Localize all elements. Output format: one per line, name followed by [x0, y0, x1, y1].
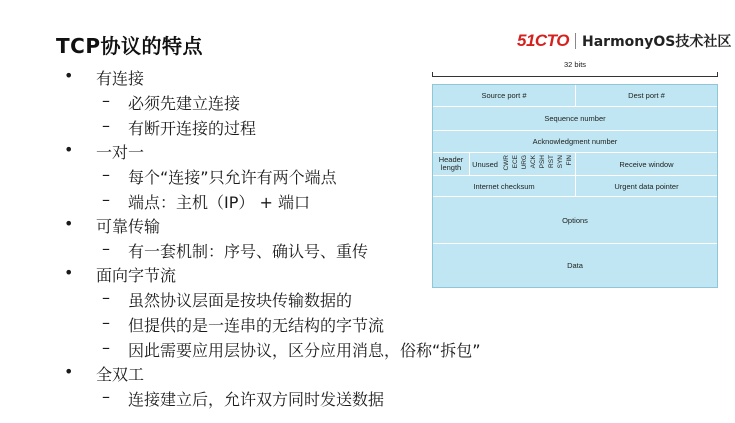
- receive-window-field: Receive window: [619, 159, 674, 169]
- sub-bullet-text: 每个“连接”只允许有两个端点: [128, 168, 337, 187]
- dest-port-field: Dest port #: [628, 91, 665, 100]
- bullet-marker: •: [64, 362, 74, 381]
- sequence-number-field: Sequence number: [544, 114, 606, 123]
- flag-fin: FIN: [566, 155, 573, 166]
- flag-syn: SYN: [557, 155, 564, 169]
- flag-urg: URG: [521, 155, 528, 170]
- sub-bullet-text: 必须先建立连接: [128, 94, 241, 113]
- options-field: Options: [562, 215, 588, 225]
- sub-bullet-text: 因此需要应用层协议，区分应用消息，俗称“拆包”: [128, 341, 481, 360]
- brand-header: [517, 31, 731, 51]
- bullet-text: 可靠传输: [96, 217, 161, 236]
- bullet-marker: •: [64, 66, 74, 85]
- sub-bullet-marker: –: [102, 288, 110, 307]
- bullet-text: 全双工: [96, 365, 145, 384]
- header-length-field: Header length: [438, 155, 464, 172]
- bit-width-line: [432, 76, 718, 77]
- sub-bullet-text: 端点：主机（IP） + 端口: [128, 193, 310, 212]
- brand-text: HarmonyOS技术社区: [582, 34, 732, 50]
- tcp-header-diagram: [432, 84, 718, 288]
- brand-logo: 51CTO: [517, 31, 569, 50]
- flag-psh: PSH: [539, 155, 546, 169]
- sub-bullet-text: 有一套机制：序号、确认号、重传: [128, 242, 369, 261]
- checksum-field: Internet checksum: [473, 181, 535, 191]
- sub-bullet-marker: –: [102, 239, 110, 258]
- brand-divider: [575, 33, 576, 49]
- flag-ack: ACK: [530, 155, 537, 169]
- sub-bullet-marker: –: [102, 313, 110, 332]
- bullet-marker: •: [64, 140, 74, 159]
- sub-bullet-marker: –: [102, 190, 110, 209]
- bit-width-label: 32 bits: [563, 60, 587, 69]
- unused-field: Unused: [472, 159, 498, 169]
- flag-ece: ECE: [512, 155, 519, 169]
- source-port-field: Source port #: [481, 91, 527, 100]
- sub-bullet-marker: –: [102, 338, 110, 357]
- bullet-text: 有连接: [96, 69, 145, 88]
- sub-bullet-marker: –: [102, 165, 110, 184]
- flag-cwr: CWR: [503, 155, 510, 171]
- sub-bullet-text: 虽然协议层面是按块传输数据的: [128, 291, 353, 310]
- flag-rst: RST: [548, 155, 555, 168]
- bit-width-tick-left: [432, 72, 433, 77]
- bit-width-tick-right: [717, 72, 718, 77]
- urgent-pointer-field: Urgent data pointer: [614, 181, 679, 191]
- slide-title: TCP协议的特点: [56, 34, 203, 58]
- bullet-marker: •: [64, 263, 74, 282]
- bullet-text: 一对一: [96, 143, 145, 162]
- sub-bullet-marker: –: [102, 91, 110, 110]
- sub-bullet-text: 有断开连接的过程: [128, 119, 257, 138]
- bullet-marker: •: [64, 214, 74, 233]
- data-field: Data: [567, 261, 583, 270]
- sub-bullet-marker: –: [102, 387, 110, 406]
- ack-number-field: Acknowledgment number: [532, 137, 618, 146]
- sub-bullet-text: 连接建立后，允许双方同时发送数据: [128, 390, 385, 409]
- sub-bullet-text: 但提供的是一连串的无结构的字节流: [128, 316, 385, 335]
- bullet-text: 面向字节流: [96, 266, 177, 285]
- sub-bullet-marker: –: [102, 116, 110, 135]
